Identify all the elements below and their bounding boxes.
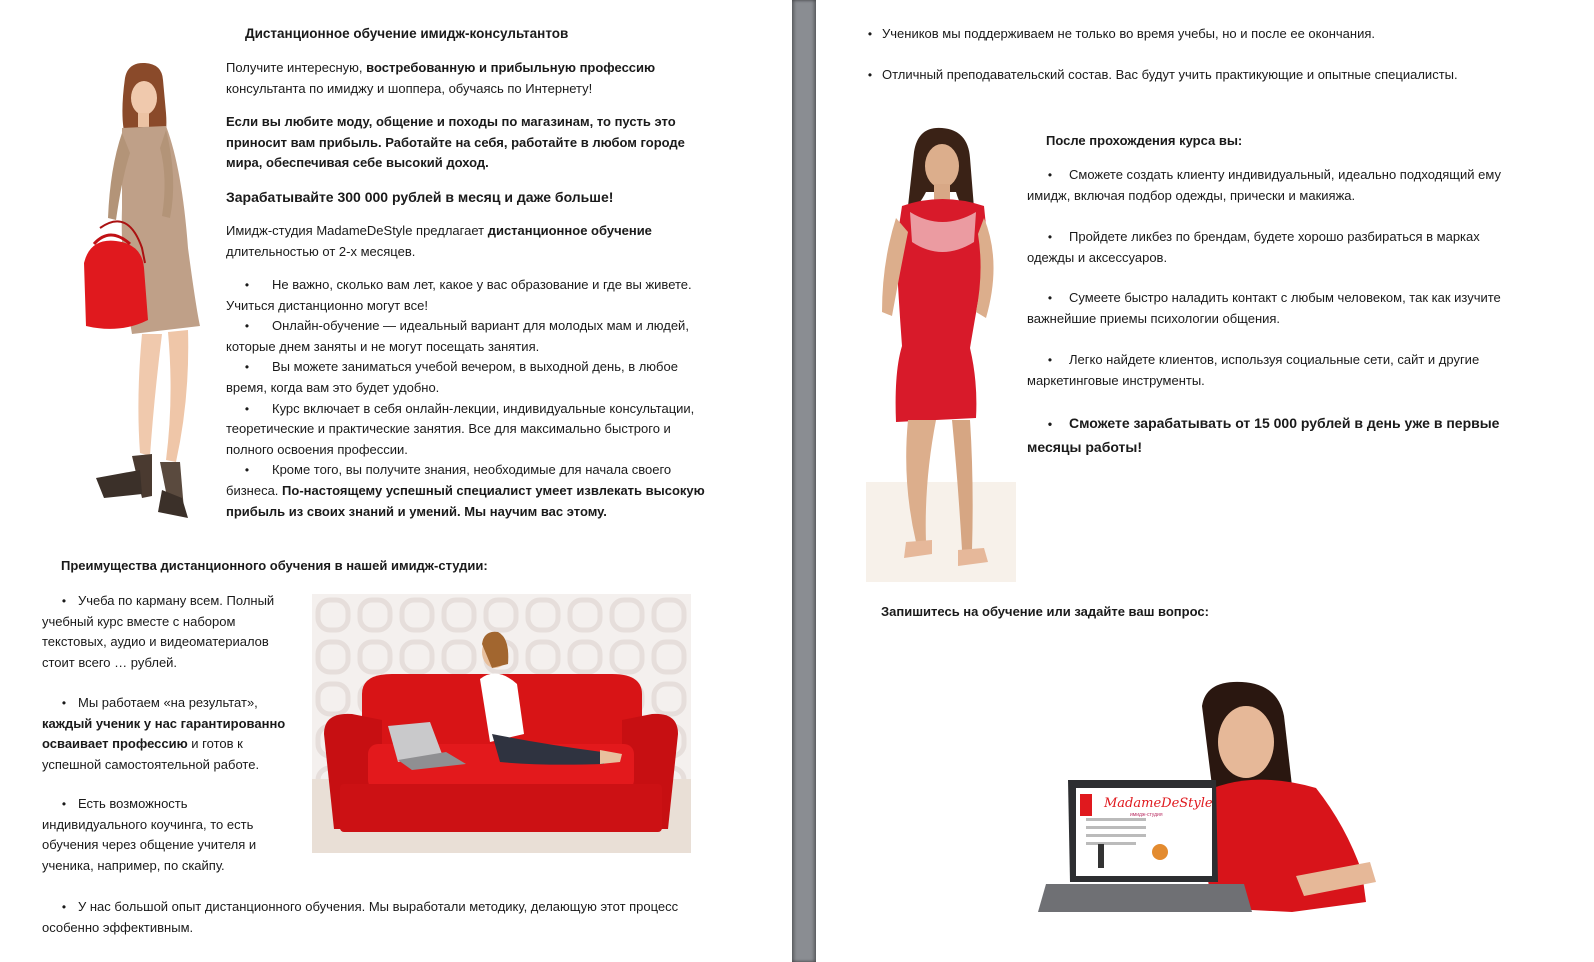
- page-gutter: [792, 0, 816, 962]
- bullet-icon: •: [1047, 291, 1053, 305]
- list-item-bold-text: По-настоящему успешный специалист умеет извлекать высокую прибыль из своих знаний и умений. Мы научим вас этому.: [226, 482, 705, 519]
- list-item: [226, 399, 716, 461]
- advantage-1: [42, 591, 292, 673]
- bullet-icon: •: [1047, 168, 1053, 182]
- bullet-icon: •: [867, 27, 873, 41]
- advantage-text: Мы работаем «на результат»,: [78, 695, 258, 710]
- top-list-item: [860, 65, 1560, 86]
- advantage-text-end: и готов к успешной самостоятельной работе.: [42, 736, 260, 772]
- bullet-icon: •: [61, 594, 67, 608]
- bullet-icon: •: [244, 401, 250, 416]
- intro-bold-text: востребованную и прибыльную профессию: [366, 60, 656, 75]
- woman-in-red-dress-image: [866, 122, 1016, 582]
- advantage-text: У нас большой опыт дистанционного обучения. Мы выработали методику, делающую этот процесс особенно эффективным.: [42, 899, 679, 935]
- after-course-heading: После прохождения курса вы:: [1046, 133, 1243, 148]
- list-item-text: Онлайн-обучение — идеальный вариант для молодых мам и людей, которые днем заняты и не могут посещать занятия.: [226, 318, 689, 354]
- after-course-item: [1027, 350, 1527, 391]
- earnings-headline: Зарабатывайте 300 000 рублей в месяц и даже больше!: [226, 189, 614, 205]
- advantage-2: [42, 693, 292, 775]
- intro-paragraph-4: [226, 221, 706, 262]
- list-item-text: Кроме того, вы получите знания, необходимые для начала своего бизнеса.: [226, 462, 672, 498]
- bullet-icon: •: [244, 360, 250, 375]
- bullet-icon: •: [244, 463, 250, 478]
- duration-text: длительностью от 2-х месяцев.: [226, 243, 416, 259]
- bullet-icon: •: [61, 696, 67, 710]
- bullet-icon: •: [1047, 417, 1053, 431]
- advantage-bold-text: каждый ученик у нас гарантированно осваивает профессию: [42, 715, 286, 752]
- after-course-item: [1027, 227, 1527, 268]
- bullet-icon: •: [61, 797, 67, 811]
- list-item: [226, 357, 716, 398]
- bullet-icon: •: [244, 319, 250, 334]
- list-item-text: Сумеете быстро наладить контакт с любым человеком, так как изучите важнейшие приемы психологии общения.: [1027, 290, 1501, 326]
- advantages-heading: Преимущества дистанционного обучения в нашей имидж-студии:: [61, 558, 488, 573]
- list-item-text: Пройдете ликбез по брендам, будете хорошо разбираться в марках одежды и аксессуаров.: [1027, 229, 1480, 265]
- list-item-text: Вы можете заниматься учебой вечером, в выходной день, в любое время, когда вам это будет удобно.: [226, 359, 678, 395]
- intro-paragraph-1: [226, 58, 716, 99]
- after-course-item: [1027, 165, 1527, 206]
- list-item-text: Не важно, сколько вам лет, какое у вас образование и где вы живете. Учиться дистанционно могут все!: [226, 277, 692, 313]
- intro-text-2: консультанта по имиджу и шоппера, обучаясь по Интернету!: [226, 80, 593, 96]
- document-page-right: [816, 0, 1594, 962]
- laptop-logo-text: MadameDeStyle: [1104, 796, 1213, 811]
- studio-offer-text: Имидж-студия MadameDeStyle предлагает: [226, 223, 488, 238]
- list-item: [226, 316, 716, 357]
- after-course-item: [1027, 288, 1527, 329]
- advantage-text: Есть возможность индивидуального коучинга, то есть обучения через общение учителя и ученика, например, по скайпу.: [42, 796, 257, 873]
- bullet-icon: •: [867, 68, 873, 82]
- distance-learning-bold: дистанционное обучение: [487, 223, 652, 238]
- list-item: [226, 275, 716, 316]
- list-item-text: Сможете зарабатывать от 15 000 рублей в день уже в первые месяцы работы!: [1027, 415, 1500, 455]
- list-item-text: Отличный преподавательский состав. Вас будут учить практикующие и опытные специалисты.: [882, 67, 1458, 82]
- woman-with-handbag-image: [70, 58, 210, 530]
- advantage-4: [42, 897, 722, 938]
- woman-with-laptop-image: [1016, 676, 1376, 926]
- document-title: Дистанционное обучение имидж-консультантов: [245, 26, 569, 41]
- bullet-icon: •: [244, 278, 250, 292]
- intro-paragraph-2: Если вы любите моду, общение и походы по магазинам, то пусть это приносит вам прибыль. Работайте на себя, работайте в любом городе мира, обеспечивая себе высокий доход.: [226, 114, 685, 171]
- top-list-item: [860, 24, 1560, 45]
- signup-prompt: Запишитесь на обучение или задайте ваш вопрос:: [881, 604, 1209, 619]
- bullet-icon: •: [1047, 230, 1053, 244]
- advantage-text: Учеба по карману всем. Полный учебный курс вместе с набором текстовых, аудио и видеоматериалов стоит всего … рублей.: [42, 593, 275, 670]
- list-item-text: Учеников мы поддерживаем не только во время учебы, но и после ее окончания.: [882, 26, 1375, 41]
- bullet-icon: •: [1047, 353, 1053, 367]
- document-page-left: [0, 0, 792, 962]
- advantage-3: [42, 794, 277, 876]
- woman-on-red-sofa-image: [312, 594, 691, 853]
- list-item-text: Курс включает в себя онлайн-лекции, индивидуальные консультации, теоретические и практические занятия. Все для максимально быстрого и полного освоения профессии.: [226, 400, 695, 457]
- intro-text: Получите интересную,: [226, 60, 367, 75]
- list-item: [226, 460, 716, 522]
- earnings-list-item: [1027, 412, 1527, 459]
- benefits-list: [226, 275, 716, 522]
- list-item-text: Легко найдете клиентов, используя социальные сети, сайт и другие маркетинговые инструменты.: [1027, 352, 1480, 388]
- list-item-text: Сможете создать клиенту индивидуальный, идеально подходящий ему имидж, включая подбор одежды, прически и макияжа.: [1027, 167, 1501, 203]
- bullet-icon: •: [61, 900, 67, 914]
- laptop-logo-subtitle: имидж-студия: [1130, 812, 1163, 818]
